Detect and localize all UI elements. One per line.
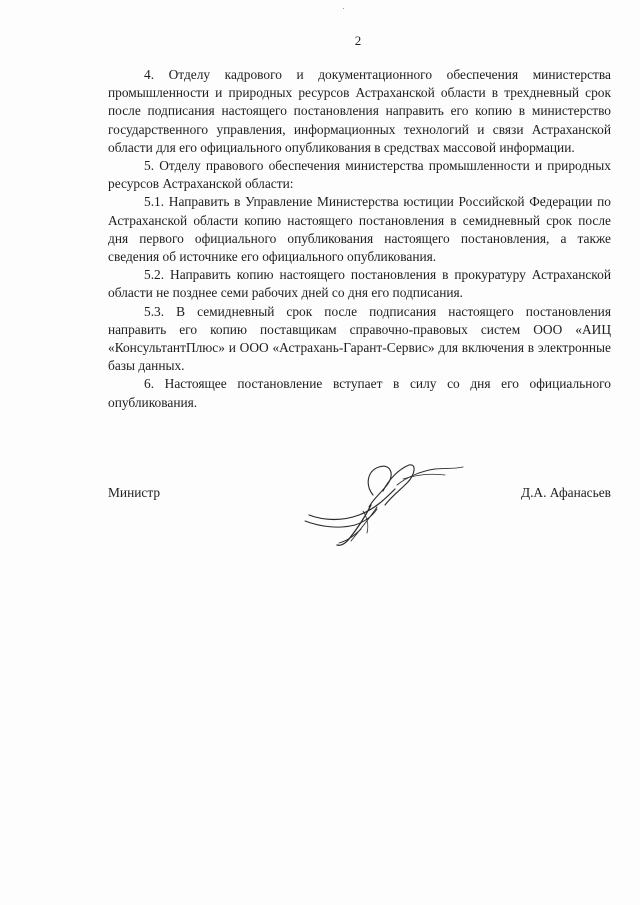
document-body	[108, 66, 611, 412]
scan-artifact	[343, 8, 344, 9]
signatory-name: Д.А. Афанасьев	[520, 485, 611, 500]
paragraph-4: 4. Отделу кадрового и документационного обеспечения министерства промышленности и природных ресурсов Астраханской области в трехдневный срок после подписания настоящего постановления направить его копию в министерство государственного управления, информационных технологий и связи Астраханской области для его официального опубликования в средствах массовой информации.	[108, 67, 611, 155]
paragraph-5: 5. Отделу правового обеспечения министерства промышленности и природных ресурсов Астраханской области:	[108, 158, 611, 192]
page-number: 2	[354, 33, 362, 48]
paragraph-5-2: 5.2. Направить копию настоящего постановления в прокуратуру Астраханской области не позднее семи рабочих дней со дня его подписания.	[108, 267, 611, 301]
paragraph-5-1: 5.1. Направить в Управление Министерства юстиции Российской Федерации по Астраханской области копию настоящего постановления в семидневный срок после дня первого официального опубликования настоящего постановления, а также сведения об источнике его официального опубликования.	[108, 194, 611, 265]
signatory-title: Министр	[108, 485, 161, 500]
paragraph-5-3: 5.3. В семидневный срок после подписания настоящего постановления направить его копию поставщикам справочно-правовых систем ООО «АИЦ «КонсультантПлюс» и ООО «Астрахань-Гарант-Сервис» для включения в электронные базы данных.	[108, 303, 611, 374]
handwritten-signature-icon	[303, 455, 473, 550]
paragraph-6: 6. Настоящее постановление вступает в силу со дня его официального опубликования.	[108, 376, 611, 410]
